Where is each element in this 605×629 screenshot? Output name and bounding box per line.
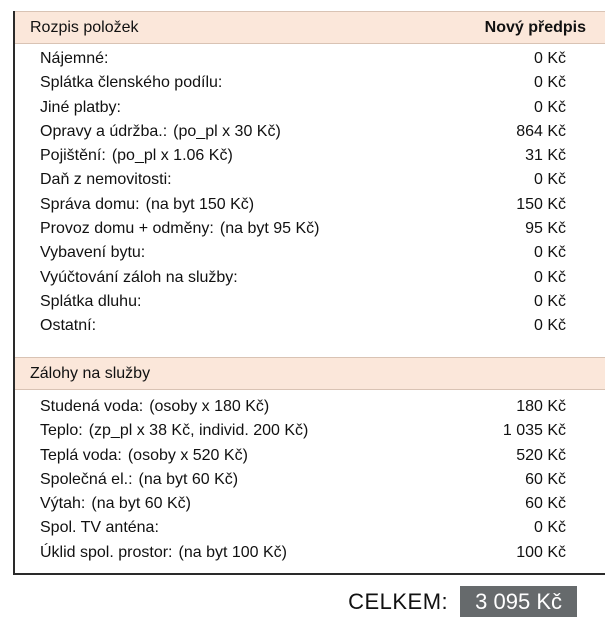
item-value: 150 Kč bbox=[516, 195, 566, 213]
item-value: 31 Kč bbox=[525, 147, 566, 165]
list-item bbox=[15, 168, 605, 192]
list-item bbox=[15, 516, 605, 540]
item-label bbox=[40, 241, 145, 265]
item-label bbox=[40, 144, 233, 168]
item-label bbox=[40, 419, 308, 443]
item-name: Splátka členského podílu: bbox=[40, 74, 223, 92]
item-note: (na byt 60 Kč) bbox=[91, 495, 191, 513]
item-value: 100 Kč bbox=[516, 543, 566, 561]
item-name: Daň z nemovitosti: bbox=[40, 171, 172, 189]
item-note: (osoby x 180 Kč) bbox=[149, 398, 270, 415]
item-name: Ostatní: bbox=[40, 317, 97, 335]
list-item bbox=[15, 541, 605, 565]
item-name: Jiné platby: bbox=[40, 98, 121, 116]
item-name: Společná el.: bbox=[40, 470, 133, 488]
item-label bbox=[40, 217, 319, 241]
item-note: (po_pl x 1.06 Kč) bbox=[111, 147, 233, 165]
item-name: Výtah: bbox=[40, 495, 86, 513]
item-value: 0 Kč bbox=[533, 268, 566, 286]
item-label bbox=[40, 314, 96, 338]
item-note: (na byt 150 Kč) bbox=[145, 195, 255, 213]
item-value: 1 035 Kč bbox=[502, 422, 566, 440]
item-name: Úklid spol. prostor: bbox=[40, 543, 173, 561]
section-title-items: Rozpis položek bbox=[30, 19, 139, 36]
section-title-advances: Zálohy na služby bbox=[30, 365, 151, 382]
item-label bbox=[40, 516, 159, 540]
item-value: 864 Kč bbox=[516, 122, 566, 140]
item-note: (zp_pl x 38 Kč, individ. 200 Kč) bbox=[88, 422, 309, 440]
item-note: (osoby x 520 Kč) bbox=[127, 446, 248, 464]
item-value: 0 Kč bbox=[533, 519, 566, 537]
item-value: 0 Kč bbox=[533, 244, 566, 262]
item-value: 60 Kč bbox=[525, 470, 566, 488]
item-label bbox=[40, 444, 248, 468]
item-label bbox=[40, 468, 238, 492]
item-value: 0 Kč bbox=[533, 317, 566, 335]
list-item bbox=[15, 71, 605, 95]
item-value: 0 Kč bbox=[533, 74, 566, 92]
item-value: 95 Kč bbox=[525, 220, 566, 238]
list-item bbox=[15, 395, 605, 419]
total-value: 3 095 Kč bbox=[460, 586, 577, 617]
item-name: Splátka dluhu: bbox=[40, 292, 142, 310]
item-value: 180 Kč bbox=[516, 398, 566, 415]
list-item bbox=[15, 468, 605, 492]
item-label bbox=[40, 266, 238, 290]
item-note: (na byt 60 Kč) bbox=[138, 470, 239, 488]
item-label bbox=[40, 193, 254, 217]
item-note: (na byt 95 Kč) bbox=[219, 220, 320, 238]
advances-list bbox=[15, 395, 605, 565]
list-item bbox=[15, 120, 605, 144]
item-name: Teplo: bbox=[40, 422, 83, 440]
total-summary bbox=[348, 586, 577, 617]
item-label bbox=[40, 96, 121, 120]
section-header-advances bbox=[15, 357, 605, 390]
item-name: Správa domu: bbox=[40, 195, 140, 213]
item-name: Spol. TV anténa: bbox=[40, 519, 159, 537]
item-name: Pojištění: bbox=[40, 147, 106, 165]
column-header-new-prescription: Nový předpis bbox=[484, 19, 586, 36]
item-name: Vyúčtování záloh na služby: bbox=[40, 268, 238, 286]
item-value: 0 Kč bbox=[533, 98, 566, 116]
list-item bbox=[15, 96, 605, 120]
item-label bbox=[40, 290, 141, 314]
list-item bbox=[15, 217, 605, 241]
section-header-items bbox=[15, 11, 605, 44]
item-label bbox=[40, 120, 281, 144]
total-label: CELKEM: bbox=[348, 588, 449, 614]
item-value: 0 Kč bbox=[533, 171, 566, 189]
item-note: (po_pl x 30 Kč) bbox=[173, 122, 281, 140]
item-label bbox=[40, 47, 108, 71]
item-label bbox=[40, 71, 222, 95]
item-label bbox=[40, 168, 172, 192]
items-list bbox=[15, 47, 605, 339]
item-label bbox=[40, 492, 191, 516]
item-name: Studená voda: bbox=[40, 398, 144, 415]
list-item bbox=[15, 241, 605, 265]
item-label bbox=[40, 395, 269, 419]
payment-breakdown-panel bbox=[13, 11, 605, 575]
list-item bbox=[15, 444, 605, 468]
item-name: Vybavení bytu: bbox=[40, 244, 146, 262]
item-value: 0 Kč bbox=[533, 292, 566, 310]
list-item bbox=[15, 144, 605, 168]
list-item bbox=[15, 266, 605, 290]
item-label bbox=[40, 541, 287, 565]
list-item bbox=[15, 419, 605, 443]
list-item bbox=[15, 47, 605, 71]
list-item bbox=[15, 492, 605, 516]
item-value: 520 Kč bbox=[516, 446, 566, 464]
item-name: Teplá voda: bbox=[40, 446, 122, 464]
item-note: (na byt 100 Kč) bbox=[178, 543, 287, 561]
item-name: Nájemné: bbox=[40, 50, 109, 67]
list-item bbox=[15, 193, 605, 217]
list-item bbox=[15, 290, 605, 314]
item-value: 60 Kč bbox=[525, 495, 566, 513]
list-item bbox=[15, 314, 605, 338]
item-name: Provoz domu + odměny: bbox=[40, 220, 214, 238]
item-value: 0 Kč bbox=[533, 50, 566, 67]
item-name: Opravy a údržba.: bbox=[40, 122, 168, 140]
